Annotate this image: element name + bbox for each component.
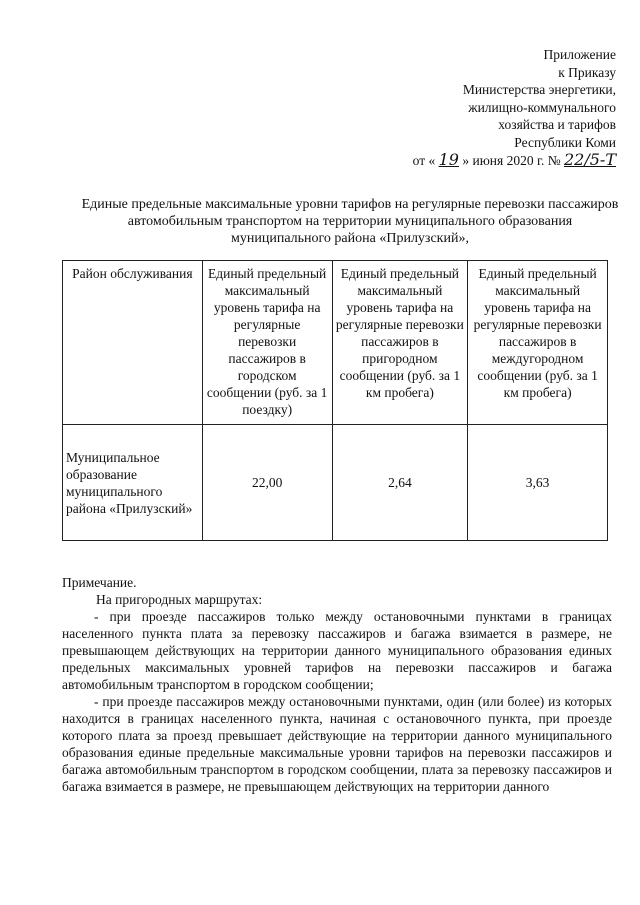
notes-subheading: На пригородных маршрутах: — [96, 592, 263, 607]
date-day-handwritten: 19 — [438, 150, 459, 169]
notes-section — [62, 574, 612, 795]
header-line: Республики Коми — [514, 134, 616, 150]
header-line: к Приказу — [558, 64, 616, 80]
header-line: жилищно-коммунального — [468, 99, 616, 115]
notes-heading: Примечание. — [62, 575, 137, 590]
table-header-row — [63, 261, 608, 425]
appendix-header — [413, 46, 616, 170]
cell-intercity-tariff: 3,63 — [468, 425, 608, 541]
header-suburban-tariff: Единый предельный максимальный уровень тарифа на регулярные перевозки пассажиров в пригородном сообщении (руб. за 1 км пробега) — [332, 261, 468, 425]
date-middle: » июня 2020 г. № — [462, 153, 561, 168]
header-line: Приложение — [543, 47, 616, 62]
table-row — [63, 425, 608, 541]
cell-city-tariff: 22,00 — [202, 425, 332, 541]
cell-area: Муниципальное образование муниципального района «Прилузский» — [63, 425, 203, 541]
date-prefix: от « — [412, 153, 436, 168]
order-number-handwritten: 22/5-Т — [563, 150, 616, 169]
header-line: хозяйства и тарифов — [498, 117, 616, 132]
header-line: Министерства энергетики, — [462, 82, 616, 97]
document-title: Единые предельные максимальные уровни тарифов на регулярные перевозки пассажиров автомобильным транспортом на территории муниципального образования муниципального района «Прилузский», — [81, 197, 619, 246]
order-date-line — [413, 151, 616, 170]
tariff-table — [62, 260, 608, 541]
notes-paragraph: - при проезде пассажиров между остановочными пунктами, один (или более) из которых находится в границах населенного пункта, начиная с остановочного пункта, при проезде которого плата за проезд превышает действующие на территории данного муниципального образования единые предельные максимальные уровни тарифов на перевозки пассажиров и багажа автомобильным транспортом в городском сообщении, плата за перевозку пассажиров и багажа взимается в размере, не превышающем действующих на территории данного — [62, 694, 612, 794]
header-area: Район обслуживания — [63, 261, 203, 425]
cell-suburban-tariff: 2,64 — [332, 425, 468, 541]
notes-paragraph: - при проезде пассажиров только между остановочными пунктами в границах населенного пункта плата за перевозку пассажиров и багажа взимается в размере, не превышающем действующих на территории данного муниципального образования единых предельных максимальных уровней тарифов на перевозки пассажиров и багажа автомобильным транспортом в городском сообщении; — [62, 609, 612, 692]
header-city-tariff: Единый предельный максимальный уровень тарифа на регулярные перевозки пассажиров в городском сообщении (руб. за 1 поездку) — [202, 261, 332, 425]
header-intercity-tariff: Единый предельный максимальный уровень тарифа на регулярные перевозки пассажиров в междугородном сообщении (руб. за 1 км пробега) — [468, 261, 608, 425]
